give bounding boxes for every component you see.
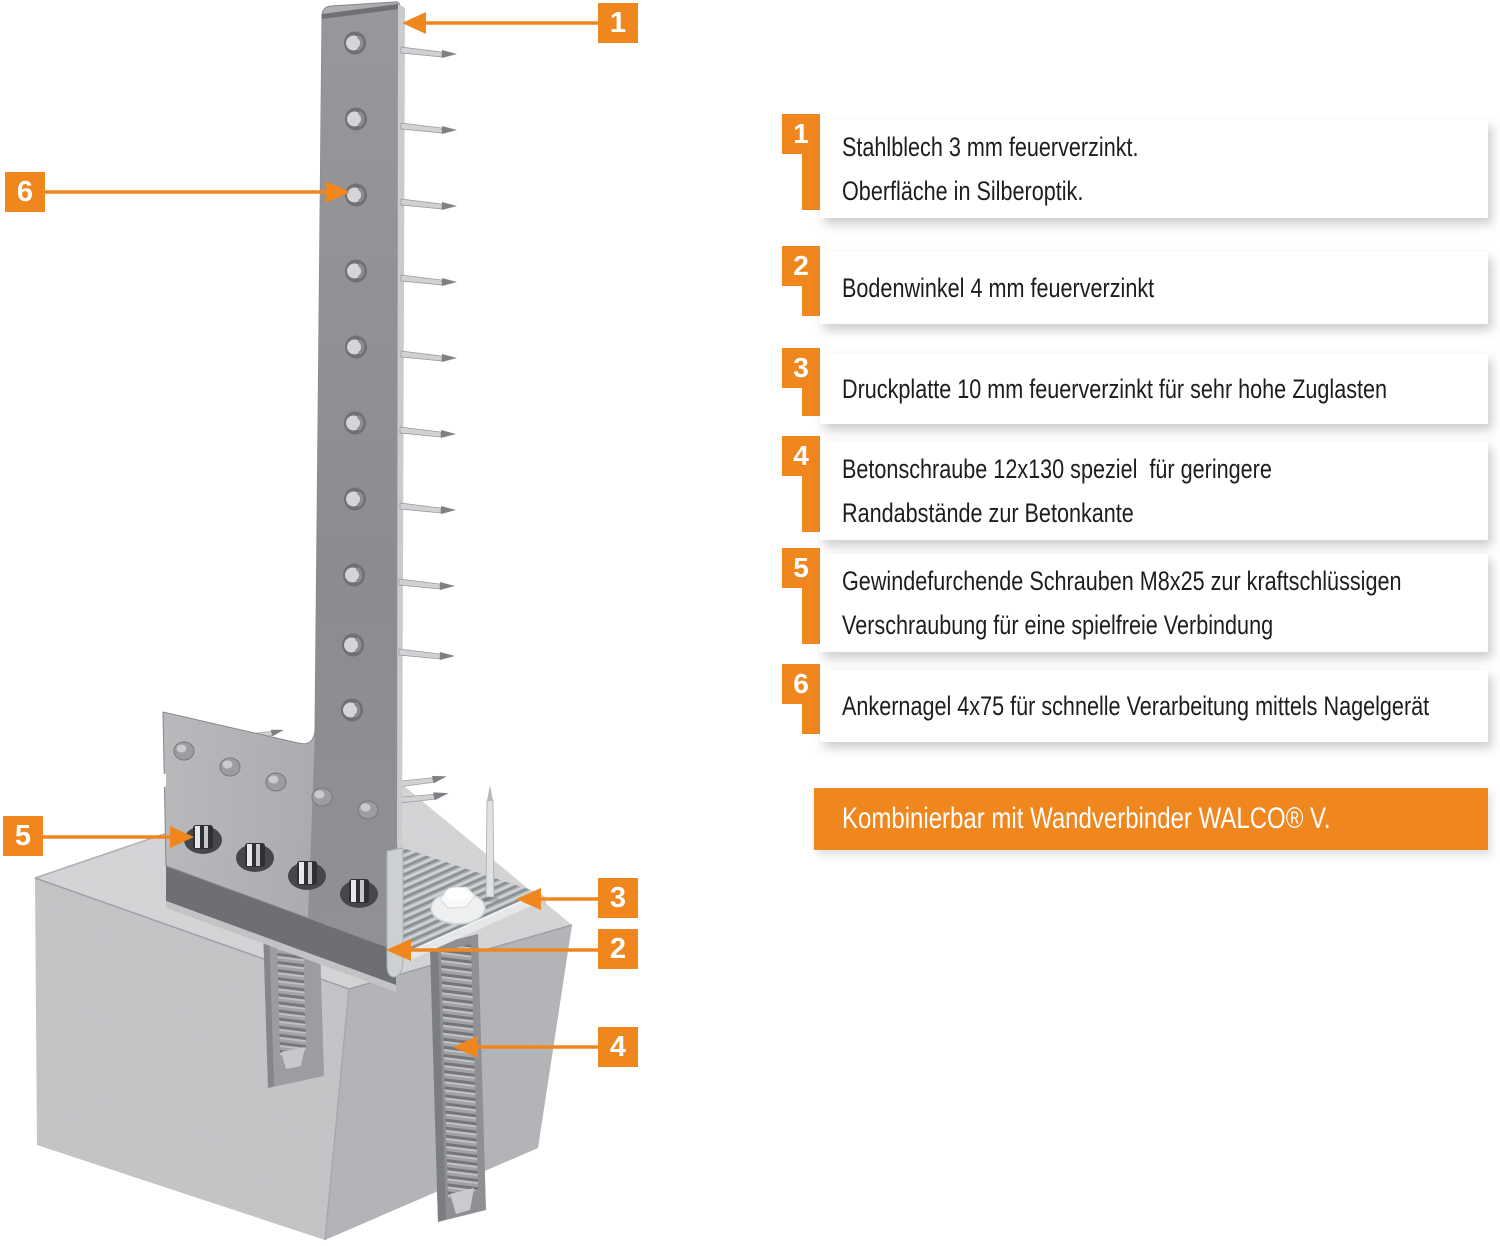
- concrete-screw-right: [430, 934, 486, 1222]
- legend-text: Ankernagel 4x75 für schnelle Verarbeitung mittels Nagelgerät: [842, 691, 1430, 721]
- legend-box-6: [820, 670, 1488, 742]
- legend-text: Gewindefurchende Schrauben M8x25 zur kraftschlüssigen: [842, 566, 1402, 596]
- legend-badge-3: 3: [782, 348, 820, 388]
- diagram-callout-6: 6: [5, 172, 45, 212]
- legend-badge-strip: [802, 154, 820, 210]
- legend-text: Bodenwinkel 4 mm feuerverzinkt: [842, 273, 1155, 303]
- legend-badge-1: 1: [782, 114, 820, 154]
- legend-badge-strip: [802, 704, 820, 734]
- legend-badge-4: 4: [782, 436, 820, 476]
- callout-arrow-1: [402, 12, 598, 34]
- diagram-callout-3: 3: [598, 878, 638, 918]
- compatibility-banner: [814, 788, 1488, 850]
- legend-item-6: [782, 664, 1488, 742]
- diagram-callout-1: 1: [598, 3, 638, 43]
- legend-box-1: [820, 120, 1488, 218]
- legend-box-5: [820, 554, 1488, 652]
- callout-arrow-5: [43, 826, 194, 848]
- legend-text: Verschraubung für eine spielfreie Verbindung: [842, 610, 1274, 640]
- legend-badge-strip: [802, 476, 820, 532]
- legend-item-5: [782, 548, 1488, 652]
- legend-item-2: [782, 246, 1488, 324]
- diagram-callout-5: 5: [3, 816, 43, 856]
- legend-text: Randabstände zur Betonkante: [842, 498, 1134, 528]
- banner-text: Kombinierbar mit Wandverbinder WALCO® V.: [842, 802, 1331, 835]
- legend-badge-2: 2: [782, 246, 820, 286]
- legend-text: Oberfläche in Silberoptik.: [842, 176, 1084, 206]
- legend-box-3: [820, 354, 1488, 424]
- legend-box-2: [820, 252, 1488, 324]
- diagram-callout-4: 4: [598, 1027, 638, 1067]
- legend-badge-strip: [802, 588, 820, 644]
- legend-item-1: [782, 114, 1488, 218]
- callout-arrow-6: [45, 181, 350, 203]
- legend-badge-5: 5: [782, 548, 820, 588]
- legend-text: Betonschraube 12x130 speziel für geringere: [842, 454, 1272, 484]
- legend-badge-strip: [802, 286, 820, 316]
- legend-badge-strip: [802, 388, 820, 416]
- legend-item-3: [782, 348, 1488, 424]
- legend-text: Stahlblech 3 mm feuerverzinkt.: [842, 132, 1139, 162]
- legend-badge-6: 6: [782, 664, 820, 704]
- legend-text: Druckplatte 10 mm feuerverzinkt für sehr hohe Zuglasten: [842, 374, 1388, 404]
- legend-item-4: [782, 436, 1488, 540]
- legend-box-4: [820, 442, 1488, 540]
- diagram-callout-2: 2: [598, 929, 638, 969]
